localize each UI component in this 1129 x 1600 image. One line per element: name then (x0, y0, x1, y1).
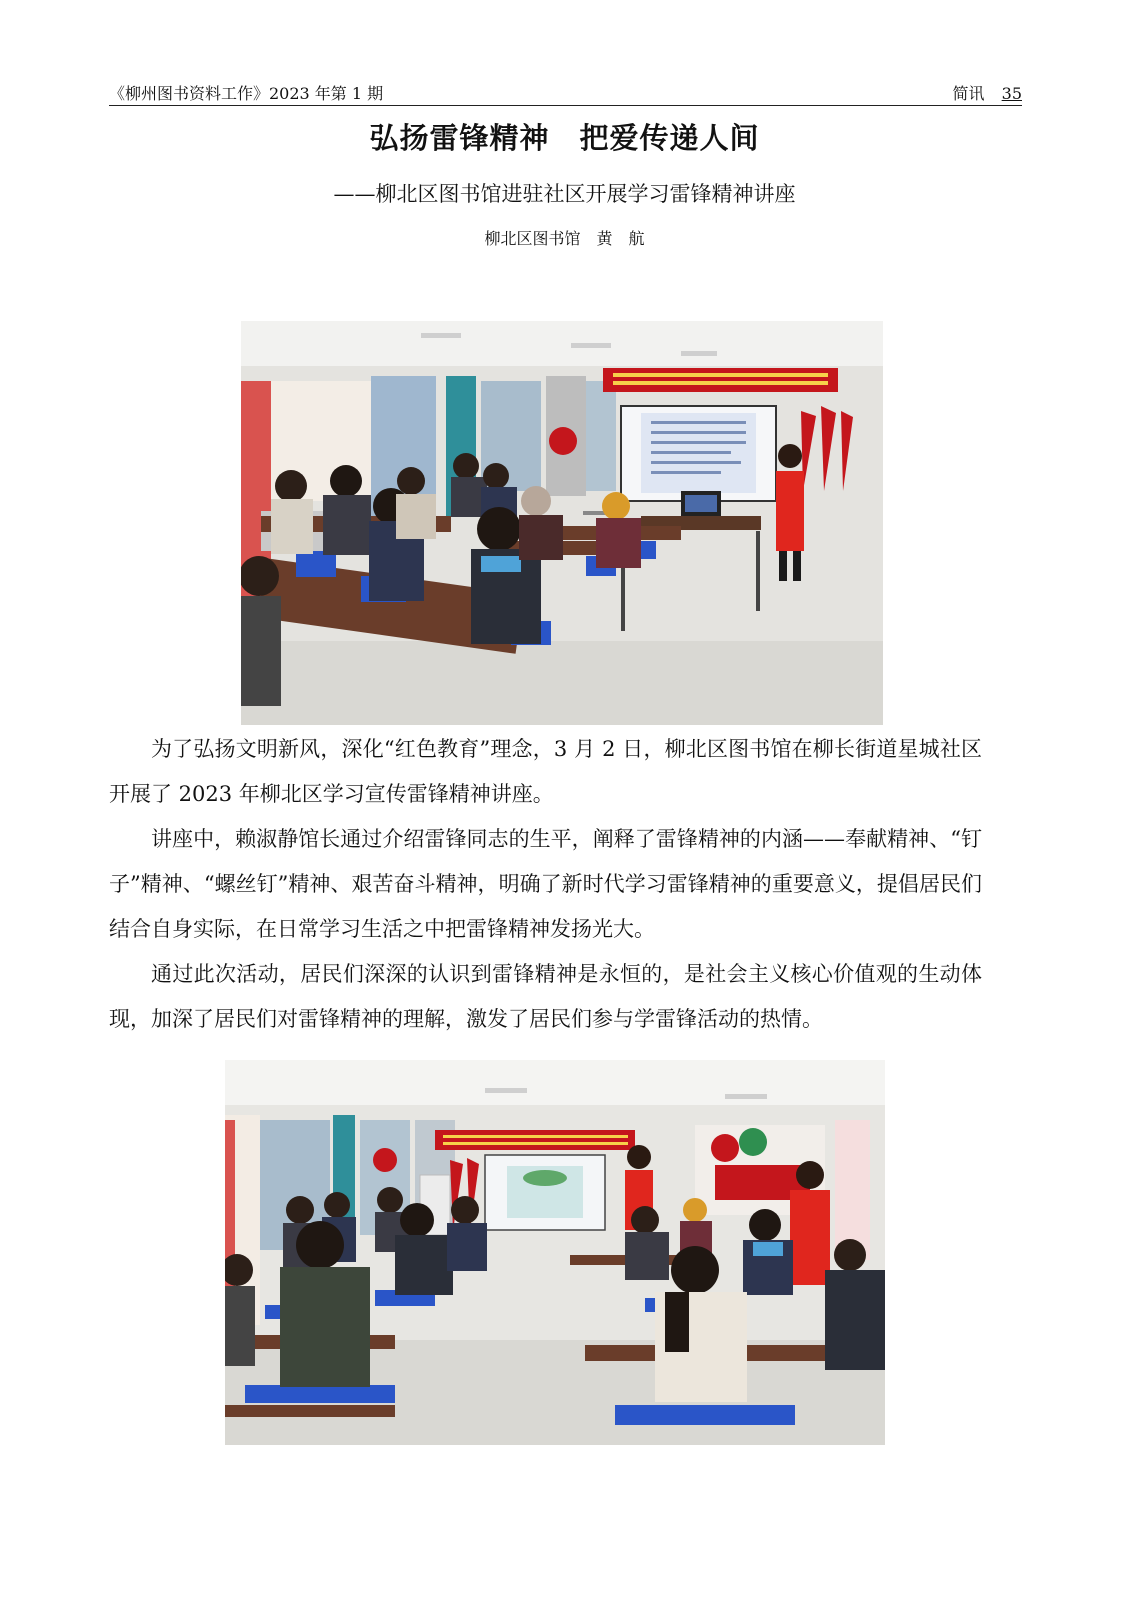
section-and-page (953, 81, 1022, 104)
paragraph-1: 为了弘扬文明新风，深化“红色教育”理念，3 月 2 日，柳北区图书馆在柳长街道星城社区开展了 2023 年柳北区学习宣传雷锋精神讲座。 (109, 737, 982, 806)
article-byline: 柳北区图书馆 黄 航 (484, 229, 645, 248)
page-header (109, 79, 1022, 106)
page-number: 35 (1001, 84, 1022, 103)
article-title: 弘扬雷锋精神 把爱传递人间 (369, 121, 760, 155)
paragraph-2: 讲座中，赖淑静馆长通过介绍雷锋同志的生平，阐释了雷锋精神的内涵——奉献精神、“钉子”精神、“螺丝钉”精神、艰苦奋斗精神，明确了新时代学习雷锋精神的重要意义，提倡居民们结合自身实际，在日常学习生活之中把雷锋精神发扬光大。 (109, 827, 982, 941)
paragraph-3: 通过此次活动，居民们深深的认识到雷锋精神是永恒的，是社会主义核心价值观的生动体现，加深了居民们对雷锋精神的理解，激发了居民们参与学雷锋活动的热情。 (109, 962, 982, 1031)
journal-name: 《柳州图书资料工作》2023 年第 1 期 (109, 84, 384, 103)
section-label: 简讯 (952, 84, 985, 103)
lecture-photo-2 (225, 1060, 885, 1445)
article-subtitle: ——柳北区图书馆进驻社区开展学习雷锋精神讲座 (333, 182, 796, 206)
lecture-photo-1 (241, 321, 883, 725)
